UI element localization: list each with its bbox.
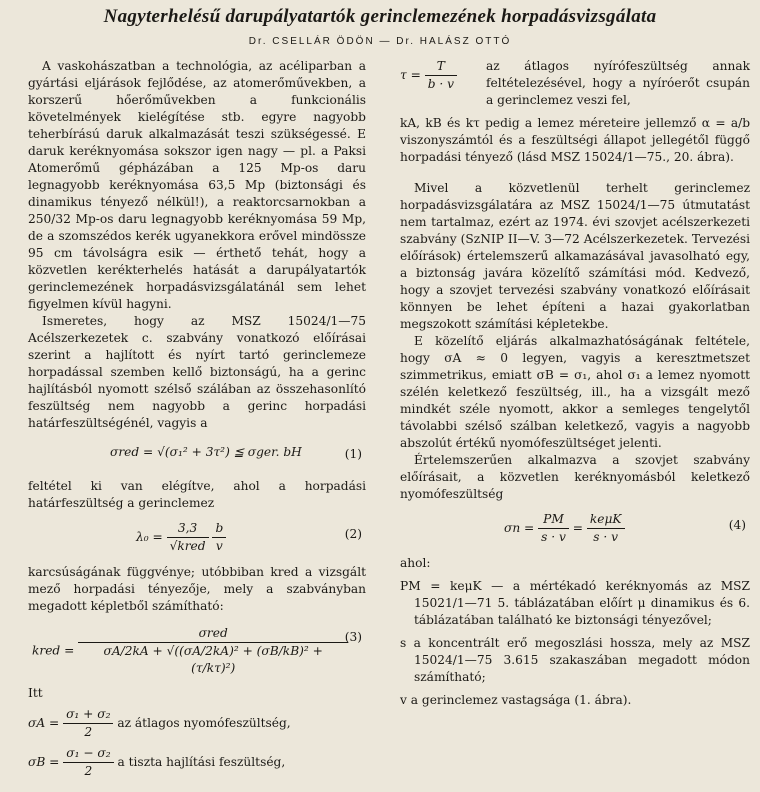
equation-1-expr: σred = √(σ₁² + 3τ²) ≦ σger. bH [110,445,302,459]
equation-2-den1: √kred [169,539,206,553]
equation-4-den1: s · v [541,530,566,544]
tau-text: az átlagos nyírófeszültség annak feltételezésével, hogy a nyíróerőt csupán a gerinclemez veszi fel, [486,59,750,107]
tau-lhs: τ = [400,68,421,82]
paragraph-slenderness: karcsúságának függvénye; utóbbiban kred a vizsgált mező horpadási tényezője, mely a szabványban megadott képletből számítható: [28,565,366,613]
equation-2-num1: 3,3 [167,520,209,538]
paragraph-soviet-standard: Mivel a közvetlenül terhelt gerinclemez horpadásvizsgálatára az MSZ 15024/1—75 útmutatást nem tartalmaz, ezért az 1974. évi szovjet acélszerkezeti szabvány (SzNIP II—V. 3—72 Acélszerkezetek. Tervezési előírások) értelemszerű alkamazásával javasolható egy, a biztonság javára közelítő számítási mód. Kedvező, hogy a szovjet tervezési szabvány vonatkozó előírásait könnyen be lehet építeni a hazai gyakorlatban megszokott számítási képletekbe. [400,181,750,331]
sigma-b-den: 2 [84,764,93,778]
paragraph-standard: Ismeretes, hogy az MSZ 15024/1—75 Acélszerkezetek c. szabvány vonatkozó előírásai szerint a hajlított és nyírt tartó gerinclemeze horpadással szemben kellő biztonságú, ha a gerinc hajlításból nyomott szélső szálában az összehasonlító feszültség nem nagyobb a gerinc horpadási határfeszültségénél, vagyis a [28,314,366,430]
equation-3-number: (3) [344,630,362,644]
equation-tau [400,58,750,109]
equation-3-num: σred [78,625,348,643]
equation-3 [28,621,366,679]
equation-2-num2: b [212,520,226,538]
sigma-b-text: a tiszta hajlítási feszültség, [117,755,286,769]
equation-3-den: σA/2kA + √((σA/2kA)² + (σB/kB)² + (τ/kτ)²) [103,644,323,675]
equation-4-number: (4) [728,518,746,532]
equation-sigma-b [28,745,366,780]
paragraph-intro: A vaskohászatban a technológia, az acéliparban a gyártási eljárások fejlődése, az atomerőművekben, a korszerű hőerőművekben a funkcionális követelmények kielégítése stb. egyre nagyobb teherbírású daruk alkalmazását teszi szükségessé. E daruk keréknyomása sokszor igen nagy — pl. a Paksi Atomerőmű gépházában a 125 Mp-os daru legnagyobb keréknyomása 63,5 Mp (biztonsági és dinamikus tényező nélkül!), a reaktorcsarnokban a 250/32 Mp-os daru legnagyobb keréknyomása 59 Mp, de a szomszédos kerék ugyanekkora erővel mindössze 95 cm távolságra esik — érthető tehát, hogy a közvetlen kerékterhelés hatását a darupályatartók gerinclemezének horpadásvizsgálatánál sem lehet figyelmen kívül hagyni. [28,59,366,311]
equation-2-number: (2) [344,527,362,541]
left-column [28,58,366,780]
tau-den: b · v [427,77,455,91]
equation-4-num1: PM [538,511,569,529]
right-column [400,58,750,709]
equation-4-lhs: σn = [504,521,535,535]
definition-s: s a koncentrált erő megoszlási hossza, mely az MSZ 15024/1—75 3.615 szakaszában megadott módon számítható; [400,636,750,684]
k-factors-text: kA, kB és kτ pedig a lemez méreteire jellemző α = a/b viszonyszámtól és a feszültségi állapot jellegétől függő horpadási tényező (lásd MSZ 15024/1—75., 20. ábra). [400,116,750,164]
authors: Dr. CSELLÁR ÖDÖN — Dr. HALÁSZ OTTÓ [248,36,512,47]
equation-4-eq: = [572,521,583,535]
equation-2 [28,518,366,558]
paragraph-wheel-stress: Értelemszerűen alkalmazva a szovjet szabvány előírásait, a közvetlen keréknyomásból keletkező nyomófeszültség [400,453,750,501]
equation-1-number: (1) [344,447,362,461]
sigma-a-lhs: σA = [28,716,60,730]
equation-2-den2: v [215,539,223,553]
equation-4-den2: s · v [593,530,619,544]
itt-label: Itt [28,686,43,700]
definition-v: v a gerinclemez vastagsága (1. ábra). [400,693,632,707]
sigma-b-lhs: σB = [28,755,60,769]
equation-1 [28,438,366,472]
equation-sigma-a [28,706,366,741]
equation-4-num2: keμK [587,511,625,529]
paragraph-approximation: E közelítő eljárás alkalmazhatóságának feltétele, hogy σA ≈ 0 legyen, vagyis a keresztmetszet szimmetrikus, emiatt σB = σ₁, ahol σ₁ a lemez nyomott szélén keletkező feszültség, ill., ha a vizsgált mező mindkét széle nyomott, akkor a semleges tengelytől távolabbi szélső szálban keletkező, vagyis a nagyobb abszolút értékű nyomófeszültséget jelenti. [400,334,750,450]
equation-3-lhs: kred = [32,643,75,658]
paragraph-condition: feltétel ki van elégítve, ahol a horpadási határfeszültség a gerinclemez [28,479,366,510]
sigma-a-text: az átlagos nyomófeszültség, [117,716,291,730]
sigma-a-num: σ₁ + σ₂ [63,706,113,724]
definition-pm: PM = keμK — a mértékadó keréknyomás az MSZ 15021/1—71 5. táblázatában előírt μ dinamikus és 6. táblázatában található ke biztonsági tényezővel; [400,579,750,627]
tau-num: T [425,58,457,76]
sigma-a-den: 2 [84,725,93,739]
paper-title: Nagyterhelésű darupályatartók gerinclemezének horpadásvizsgálata [103,6,657,27]
sigma-b-num: σ₁ − σ₂ [63,745,113,763]
equation-4 [400,509,750,549]
ahol-label: ahol: [400,556,431,570]
equation-2-lhs: λ₀ = [136,530,163,544]
